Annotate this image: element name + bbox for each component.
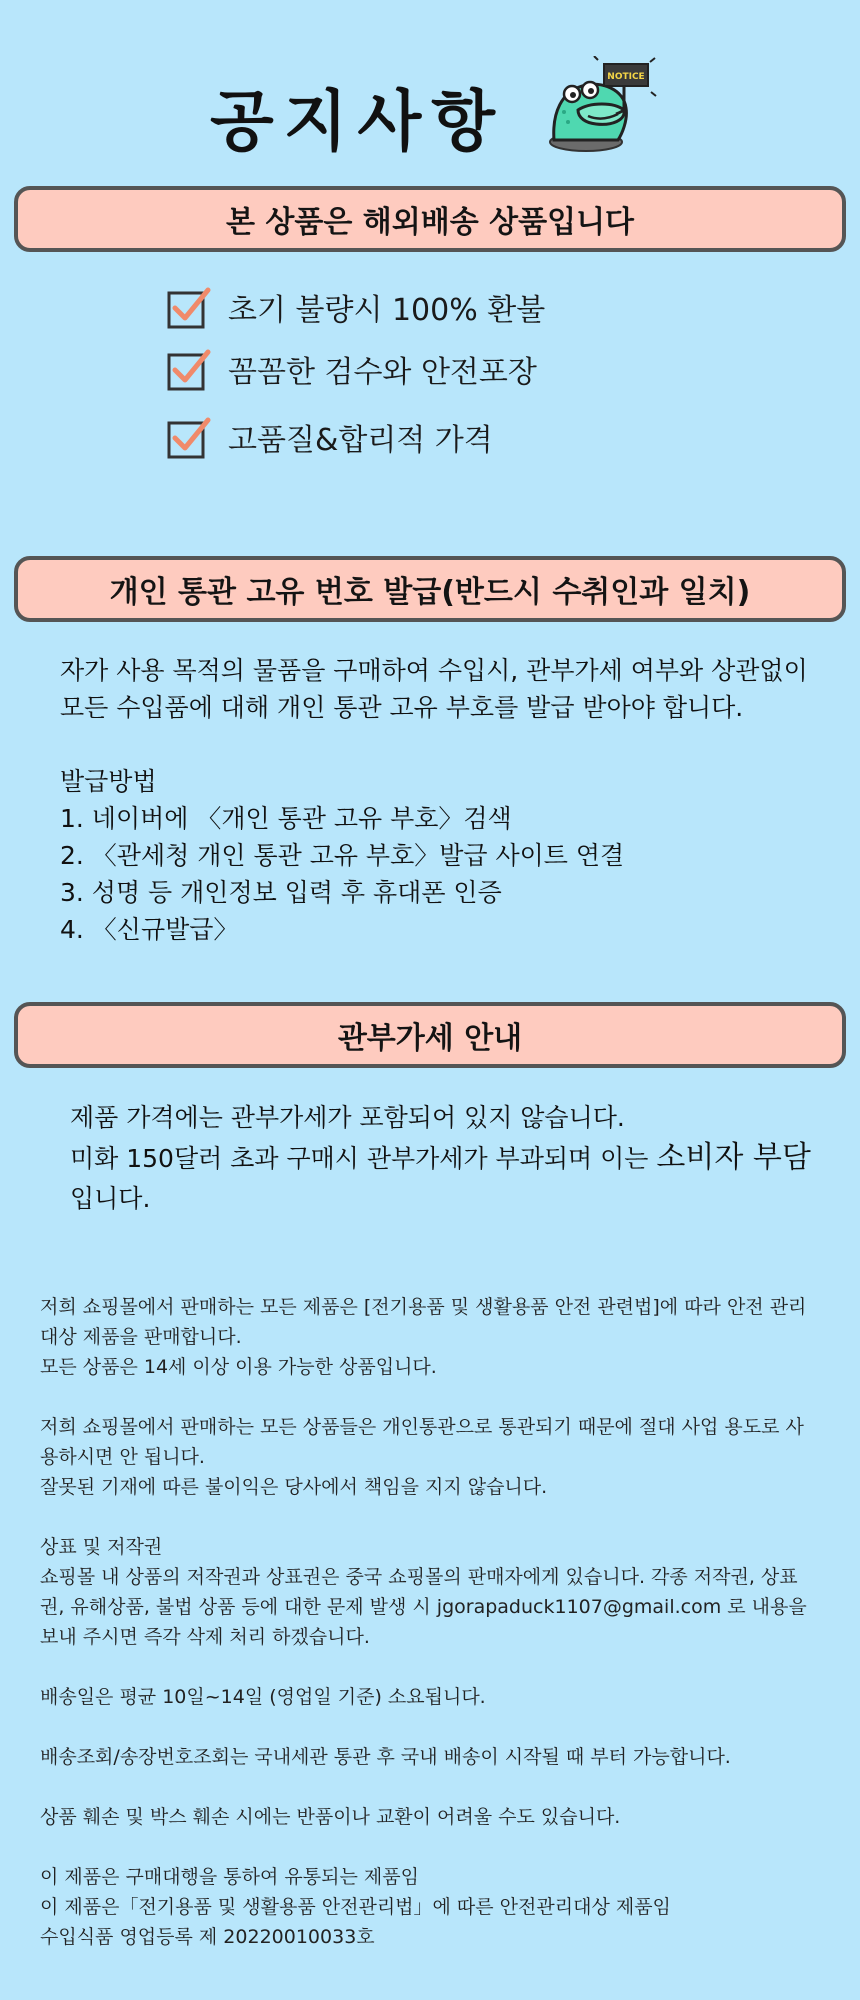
- check-item-quality: [166, 412, 493, 462]
- footer-line: 이 제품은「전기용품 및 생활용품 안전관리법」에 따른 안전관리대상 제품임: [40, 1896, 671, 1918]
- overseas-shipping-banner: 본 상품은 해외배송 상품입니다: [14, 186, 846, 252]
- page-title: 공지사항: [210, 83, 506, 160]
- footer-line: 보내 주시면 즉각 삭제 처리 하겠습니다.: [40, 1626, 370, 1648]
- notice-sign-text: NOTICE: [607, 72, 645, 82]
- footer-line: 잘못된 기재에 따른 불이익은 당사에서 책임을 지지 않습니다.: [40, 1476, 548, 1498]
- text-line: 발급방법: [60, 767, 157, 796]
- footer-notice: [40, 1292, 830, 1952]
- duty-info-banner: 관부가세 안내: [14, 1002, 846, 1068]
- footer-line: 저희 쇼핑몰에서 판매하는 모든 제품은 [전기용품 및 생활용품 안전 관련법]에 따라 안전 관리: [40, 1296, 807, 1318]
- text-line: [60, 726, 820, 763]
- footer-line: 상품 훼손 및 박스 훼손 시에는 반품이나 교환이 어려울 수도 있습니다.: [40, 1806, 621, 1828]
- crocodile-notice-icon: [538, 56, 658, 156]
- duty-info-text: [70, 1098, 830, 1219]
- check-label: 초기 불량시 100% 환불: [228, 293, 546, 328]
- text-line: 자가 사용 목적의 물품을 구매하여 수입시, 관부가세 여부와 상관없이: [60, 656, 808, 685]
- checkbox-icon: [166, 284, 212, 330]
- footer-line: 모든 상품은 14세 이상 이용 가능한 상품입니다.: [40, 1356, 437, 1378]
- text-line: 모든 수입품에 대해 개인 통관 고유 부호를 발급 받아야 합니다.: [60, 693, 744, 722]
- checkbox-icon: [166, 346, 212, 392]
- text-line: 제품 가격에는 관부가세가 포함되어 있지 않습니다.: [70, 1103, 625, 1132]
- text-line: 입니다.: [70, 1184, 151, 1213]
- footer-line: 대상 제품을 판매합니다.: [40, 1326, 242, 1348]
- header: [0, 50, 860, 170]
- footer-line: [40, 1652, 830, 1682]
- consumer-burden-text: 소비자 부담: [656, 1140, 811, 1175]
- customs-code-text: [60, 652, 820, 948]
- check-item-inspection: [166, 344, 537, 394]
- check-label: 고품질&합리적 가격: [228, 423, 493, 458]
- text-line: 1. 네이버에 〈개인 통관 고유 부호〉검색: [60, 804, 512, 833]
- footer-line: 이 제품은 구매대행을 통하여 유통되는 제품임: [40, 1866, 419, 1888]
- footer-line: 권, 유해상품, 불법 상품 등에 대한 문제 발생 시 jgorapaduck1107@gmail.com 로 내용을: [40, 1596, 807, 1618]
- footer-line: 배송일은 평균 10일~14일 (영업일 기준) 소요됩니다.: [40, 1686, 486, 1708]
- text-line: [70, 1138, 830, 1179]
- text-line: 3. 성명 등 개인정보 입력 후 휴대폰 인증: [60, 878, 502, 907]
- footer-line: 용하시면 안 됩니다.: [40, 1446, 205, 1468]
- customs-code-banner: 개인 통관 고유 번호 발급(반드시 수취인과 일치): [14, 556, 846, 622]
- footer-line: 저희 쇼핑몰에서 판매하는 모든 상품들은 개인통관으로 통관되기 때문에 절대 사업 용도로 사: [40, 1416, 804, 1438]
- text-line: 2. 〈관세청 개인 통관 고유 부호〉발급 사이트 연결: [60, 841, 625, 870]
- footer-line: [40, 1712, 830, 1742]
- footer-line: 수입식품 영업등록 제 20220010033호: [40, 1926, 375, 1948]
- check-item-refund: [166, 282, 545, 332]
- footer-line: [40, 1832, 830, 1862]
- footer-line: [40, 1772, 830, 1802]
- footer-line: [40, 1382, 830, 1412]
- text-line: 4. 〈신규발급〉: [60, 915, 239, 944]
- footer-line: 배송조회/송장번호조회는 국내세관 통관 후 국내 배송이 시작될 때 부터 가능합니다.: [40, 1746, 731, 1768]
- footer-line: 상표 및 저작권: [40, 1536, 163, 1558]
- footer-line: [40, 1502, 830, 1532]
- check-label: 꼼꼼한 검수와 안전포장: [228, 355, 537, 390]
- checkbox-icon: [166, 414, 212, 460]
- text-span: 미화 150달러 초과 구매시 관부가세가 부과되며 이는: [70, 1144, 657, 1173]
- footer-line: 쇼핑몰 내 상품의 저작권과 상표권은 중국 쇼핑몰의 판매자에게 있습니다. 각종 저작권, 상표: [40, 1566, 798, 1588]
